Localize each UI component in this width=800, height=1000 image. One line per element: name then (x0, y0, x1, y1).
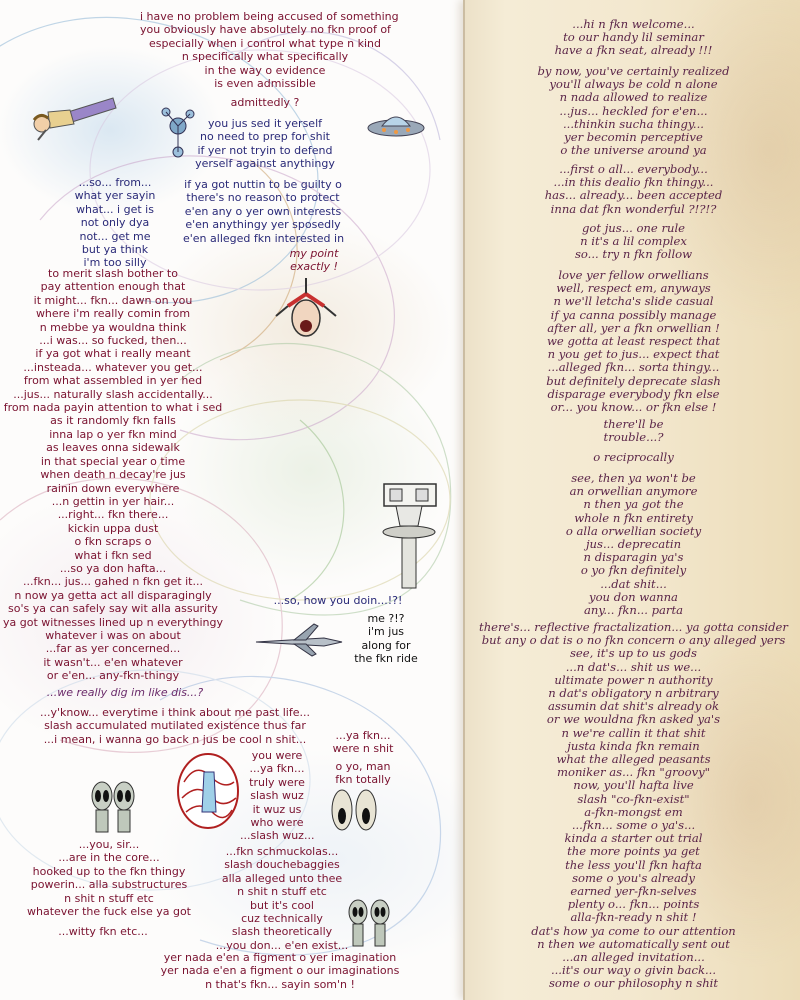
text-line: plenty o... fkn... points (567, 897, 700, 912)
text-line: alla-fkn-ready n shit ! (570, 910, 697, 925)
text-admittedly (225, 96, 305, 109)
text-line: in that special year o time (40, 454, 186, 468)
text-line: a-fkn-mongst em (584, 804, 683, 819)
text-line: n shit n stuff etc (64, 891, 154, 905)
text-line: ...jus... naturally slash accidentally... (13, 387, 213, 401)
text-line: but definitely deprecate slash (546, 373, 721, 388)
text-line: o fkn scraps o (74, 535, 152, 549)
text-line: n dat's obligatory n arbitrary (548, 686, 719, 701)
text-line: slash "co-fkn-exist" (577, 791, 690, 806)
text-line: by now, you've certainly realized (537, 64, 730, 78)
text-line: not... get me (79, 229, 151, 243)
text-line: i'm too silly (83, 256, 147, 270)
text-line: ...are in the core... (58, 851, 160, 865)
text-line: you obviously have absolutely no fkn proof of (140, 23, 391, 37)
text-line: we gotta at least respect that (547, 334, 720, 349)
text-line: e'en any o yer own interests (184, 204, 342, 218)
text-line: assumin dat shit's already ok (547, 699, 719, 714)
text-line: kickin uppa dust (67, 521, 159, 535)
text-line: o yo fkn definitely (580, 563, 687, 578)
text-ya-fkn (330, 729, 396, 756)
text-witty (45, 925, 161, 938)
text-line: exactly ! (290, 260, 338, 274)
text-line: ...in this dealio fkn thingy... (553, 175, 714, 190)
text-line: has... already... been accepted (544, 188, 723, 203)
text-line: from nada payin attention to what i sed (3, 401, 223, 415)
text-line: n mebbe ya wouldna think (39, 320, 187, 334)
text-line: dat's how ya come to our attention (531, 923, 736, 938)
text-line: the less you'll fkn hafta (565, 857, 702, 872)
text-line: truly were (249, 775, 305, 789)
text-line: see, then ya won't be (571, 471, 696, 485)
molecule-icon (158, 106, 198, 166)
text-line: well, respect em, anyways (556, 281, 711, 296)
text-line: yer becomin perceptive (564, 130, 703, 145)
text-me-jus (344, 612, 428, 666)
alien-pair-small-icon (346, 898, 392, 950)
text-line: ya got witnesses lined up n everythingy (3, 615, 223, 629)
text-line: is even admissible (214, 77, 316, 91)
text-line: what i fkn sed (74, 548, 152, 562)
parchment-paragraph (465, 451, 800, 464)
text-nuttin (183, 178, 343, 245)
text-you-sir (24, 838, 194, 918)
text-line: any... fkn... parta (583, 603, 684, 618)
text-line: n then ya got the (583, 497, 684, 512)
parchment-panel (463, 0, 800, 1000)
text-line: earned yer-fkn-selves (570, 884, 697, 899)
text-line: or we wouldna fkn asked ya's (546, 712, 721, 727)
text-o-yo (330, 760, 396, 787)
text-line: cuz technically (241, 912, 323, 926)
text-line: powerin... alla substructures (30, 878, 188, 892)
text-line: ...so... from... (78, 176, 152, 189)
text-line: jus... deprecatin (585, 537, 682, 552)
text-line: after all, yer a fkn orwellian ! (547, 320, 720, 335)
text-line: from what assembled in yer hed (23, 374, 203, 388)
text-line: ...thinkin sucha thingy... (562, 116, 704, 131)
text-line: but it's cool (250, 898, 314, 912)
parchment-paragraph (465, 472, 800, 617)
text-line: e'en anythingy yer sposedly (185, 218, 341, 232)
text-line: n you get to jus... expect that (547, 347, 720, 362)
text-line: i have no problem being accused of something (140, 10, 399, 23)
text-line: have a fkn seat, already !!! (554, 43, 713, 58)
parchment-paragraph (465, 418, 800, 444)
text-line: ultimate power n authority (554, 672, 713, 687)
parchment-paragraph (465, 163, 800, 216)
text-line: ...fkn... jus... gahed n fkn get it... (23, 575, 203, 589)
text-line: my point (289, 247, 339, 260)
text-line: especially when i control what type n kind (148, 36, 382, 50)
text-line: what the alleged peasants (556, 752, 711, 767)
text-line: n now ya getta act all disparagingly (14, 588, 212, 602)
text-line: yerself against anythingy (195, 157, 335, 171)
text-line: ...so ya don hafta... (59, 561, 167, 575)
parchment-paragraph (465, 621, 800, 991)
text-line: got jus... one rule (581, 221, 686, 235)
text-line: ...first o all... everybody... (559, 162, 708, 176)
text-line: or e'en... any-fkn-thingy (46, 669, 180, 683)
text-line: the more points ya get (567, 844, 700, 859)
text-line: it might... fkn... dawn on you (33, 293, 193, 307)
text-line: there's no reason to protect (186, 191, 340, 205)
text-line: you don wanna (589, 589, 678, 604)
text-line: as it randomly fkn falls (50, 414, 176, 428)
text-line: ...fkn... some o ya's... (571, 818, 696, 833)
text-line: o reciprocally (593, 450, 674, 464)
text-line: there'll be (603, 417, 664, 431)
ufo-icon (366, 108, 426, 142)
text-line: see, it's up to us gods (569, 646, 697, 661)
text-line: if ya got what i really meant (35, 347, 191, 361)
text-line: inna lap o yer fkn mind (49, 427, 177, 441)
text-line: ...dat shit... (600, 576, 667, 591)
text-line: me ?!? (367, 612, 405, 625)
text-line: ...you don... e'en exist... (215, 938, 349, 952)
text-figment (150, 951, 410, 991)
text-line: n then we automatically sent out (537, 936, 730, 951)
text-line: ...alleged fkn... sorta thingy... (547, 360, 720, 375)
text-line: moniker as... fkn "groovy" (556, 765, 711, 780)
text-line: o the universe around ya (560, 143, 707, 158)
text-line: pay attention enough that (40, 280, 186, 294)
text-line: fkn totally (335, 773, 391, 787)
text-line: i'm jus (367, 625, 405, 639)
text-line: inna dat fkn wonderful ?!?!? (550, 201, 717, 216)
text-line: to merit slash bother to (48, 267, 178, 280)
parchment-paragraph (465, 18, 800, 58)
text-line: ...we really dig im like dis...? (46, 686, 204, 699)
text-line: ...insteada... whatever you get... (23, 360, 203, 374)
text-line: ...i was... so fucked, then... (39, 334, 187, 348)
flying-man-icon (28, 90, 118, 145)
hanging-figure-icon (266, 276, 346, 346)
text-line: ...y'know... everytime i think about me past life... (40, 706, 310, 719)
text-line: ...fkn schmuckolas... (225, 845, 339, 858)
text-so-from (65, 176, 165, 270)
text-line: ...slash wuz... (240, 829, 315, 843)
text-line: some o you's already (572, 870, 695, 885)
text-line: along for (361, 638, 411, 652)
text-line: n specifically what specifically (181, 50, 349, 64)
text-line: slash theoretically (231, 925, 333, 939)
text-line: if ya canna possibly manage (550, 307, 717, 322)
control-device-icon (376, 482, 442, 592)
text-line: ...witty fkn etc... (58, 925, 148, 938)
text-line: an orwellian anymore (569, 484, 698, 499)
text-line: whole n fkn entirety (574, 510, 693, 525)
text-line: it wuz us (252, 802, 302, 816)
text-line: o yo, man (335, 760, 391, 773)
parchment-paragraph (465, 269, 800, 414)
text-line: there's... reflective fractalization... ya gotta consider (479, 620, 788, 634)
text-line: n that's fkn... sayin som'n ! (205, 977, 355, 991)
text-line: yer nada e'en a figment o our imaginations (160, 964, 400, 978)
text-line: no need to prep for shit (200, 130, 330, 144)
text-dig-him (45, 686, 205, 699)
text-line: ...jus... heckled for e'en... (559, 103, 708, 118)
text-line: o alla orwellian society (565, 523, 702, 538)
text-line: n it's a lil complex (580, 234, 687, 249)
text-line: ...it's our way o givin back... (550, 963, 717, 978)
text-line: ...an alleged invitation... (562, 950, 705, 965)
text-line: rainin down everywhere (46, 481, 180, 495)
text-line: where i'm really comin from (35, 307, 191, 321)
text-line: when death n decay're jus (40, 468, 186, 482)
text-line: so... try n fkn follow (574, 247, 693, 262)
text-line: ...right... fkn there... (57, 508, 169, 522)
text-line: the fkn ride (354, 652, 418, 666)
text-line: trouble...? (603, 430, 664, 445)
text-schmuck (212, 845, 352, 952)
text-line: but any o dat is o no fkn concern o any alleged yers (481, 633, 786, 648)
text-line: ...you, sir... (78, 838, 140, 851)
text-line: you jus sed it yerself (207, 117, 323, 130)
text-line: who were (250, 816, 304, 830)
text-line: as leaves onna sidewalk (46, 441, 180, 455)
text-line: yer nada e'en a figment o yer imagination (163, 951, 397, 964)
text-line: whatever the fuck else ya got (27, 905, 191, 919)
text-yknow (40, 706, 310, 746)
text-line: some o our philosophy n shit (548, 976, 719, 991)
text-you-were (240, 749, 314, 843)
text-line: if yer not tryin to defend (197, 143, 333, 157)
text-line: in the way o evidence (204, 63, 326, 77)
text-line: what... i get is (76, 202, 154, 216)
text-line: n disparagin ya's (583, 550, 684, 565)
text-line: ...so, how you doin...!?! (273, 594, 403, 607)
text-line: now, you'll hafta live (573, 778, 694, 793)
text-line: you were (251, 749, 303, 762)
text-line: ...i mean, i wanna go back n jus be cool n shit... (43, 732, 307, 746)
text-line: ...hi n fkn welcome... (572, 17, 695, 31)
text-line: but ya think (81, 243, 149, 257)
text-line: slash wuz (250, 789, 304, 803)
text-line: were n shit (332, 742, 394, 756)
text-line: love yer fellow orwellians (558, 268, 709, 282)
text-line: slash accumulated mutilated existence thus far (44, 719, 306, 733)
jet-plane-icon (254, 620, 344, 660)
text-jus-sed (185, 117, 345, 171)
text-line: hooked up to the fkn thingy (32, 864, 186, 878)
text-line: slash douchebaggies (224, 858, 340, 872)
text-line: admittedly ? (230, 96, 300, 109)
text-line: disparage everybody fkn else (547, 386, 720, 401)
text-line: ...ya fkn... (335, 729, 391, 742)
text-line: or... you know... or fkn else ! (550, 400, 717, 415)
text-line: ...far as yer concerned... (45, 642, 181, 656)
text-line: kinda a starter out trial (564, 831, 703, 846)
text-line: if ya got nuttin to be guilty o (184, 178, 342, 191)
text-accused (140, 10, 399, 91)
text-my-point (282, 247, 346, 274)
text-line: so's ya can safely say wit alla assurity (8, 602, 218, 616)
text-line: n we'll letcha's slide casual (553, 294, 714, 309)
text-line: n we're callin it that shit (561, 725, 706, 740)
parchment-paragraph (465, 222, 800, 262)
text-line: it wasn't... e'en whatever (43, 655, 183, 669)
text-line: alla alleged unto thee (221, 871, 343, 885)
text-line: not only dya (80, 216, 150, 230)
text-line: you'll always be cold n alone (549, 77, 718, 92)
text-line: n shit n stuff etc (237, 885, 327, 899)
text-line: ...n gettin in yer hair... (51, 494, 175, 508)
alien-pair-icon (88, 780, 138, 836)
text-line: ...ya fkn... (249, 762, 305, 776)
text-merit (0, 267, 226, 683)
text-line: what yer sayin (74, 189, 156, 203)
text-line: justa kinda fkn remain (567, 738, 700, 753)
eye-pair-icon (330, 786, 378, 840)
text-so-how (268, 594, 408, 607)
text-line: n nada allowed to realize (559, 90, 708, 105)
text-line: e'en alleged fkn interested in (183, 231, 345, 245)
text-line: to our handy lil seminar (563, 30, 704, 45)
text-line: whatever i was on about (45, 628, 181, 642)
parchment-paragraph (465, 65, 800, 157)
scribble-tree-icon (176, 752, 240, 830)
text-line: ...n dat's... shit us we... (565, 659, 702, 674)
